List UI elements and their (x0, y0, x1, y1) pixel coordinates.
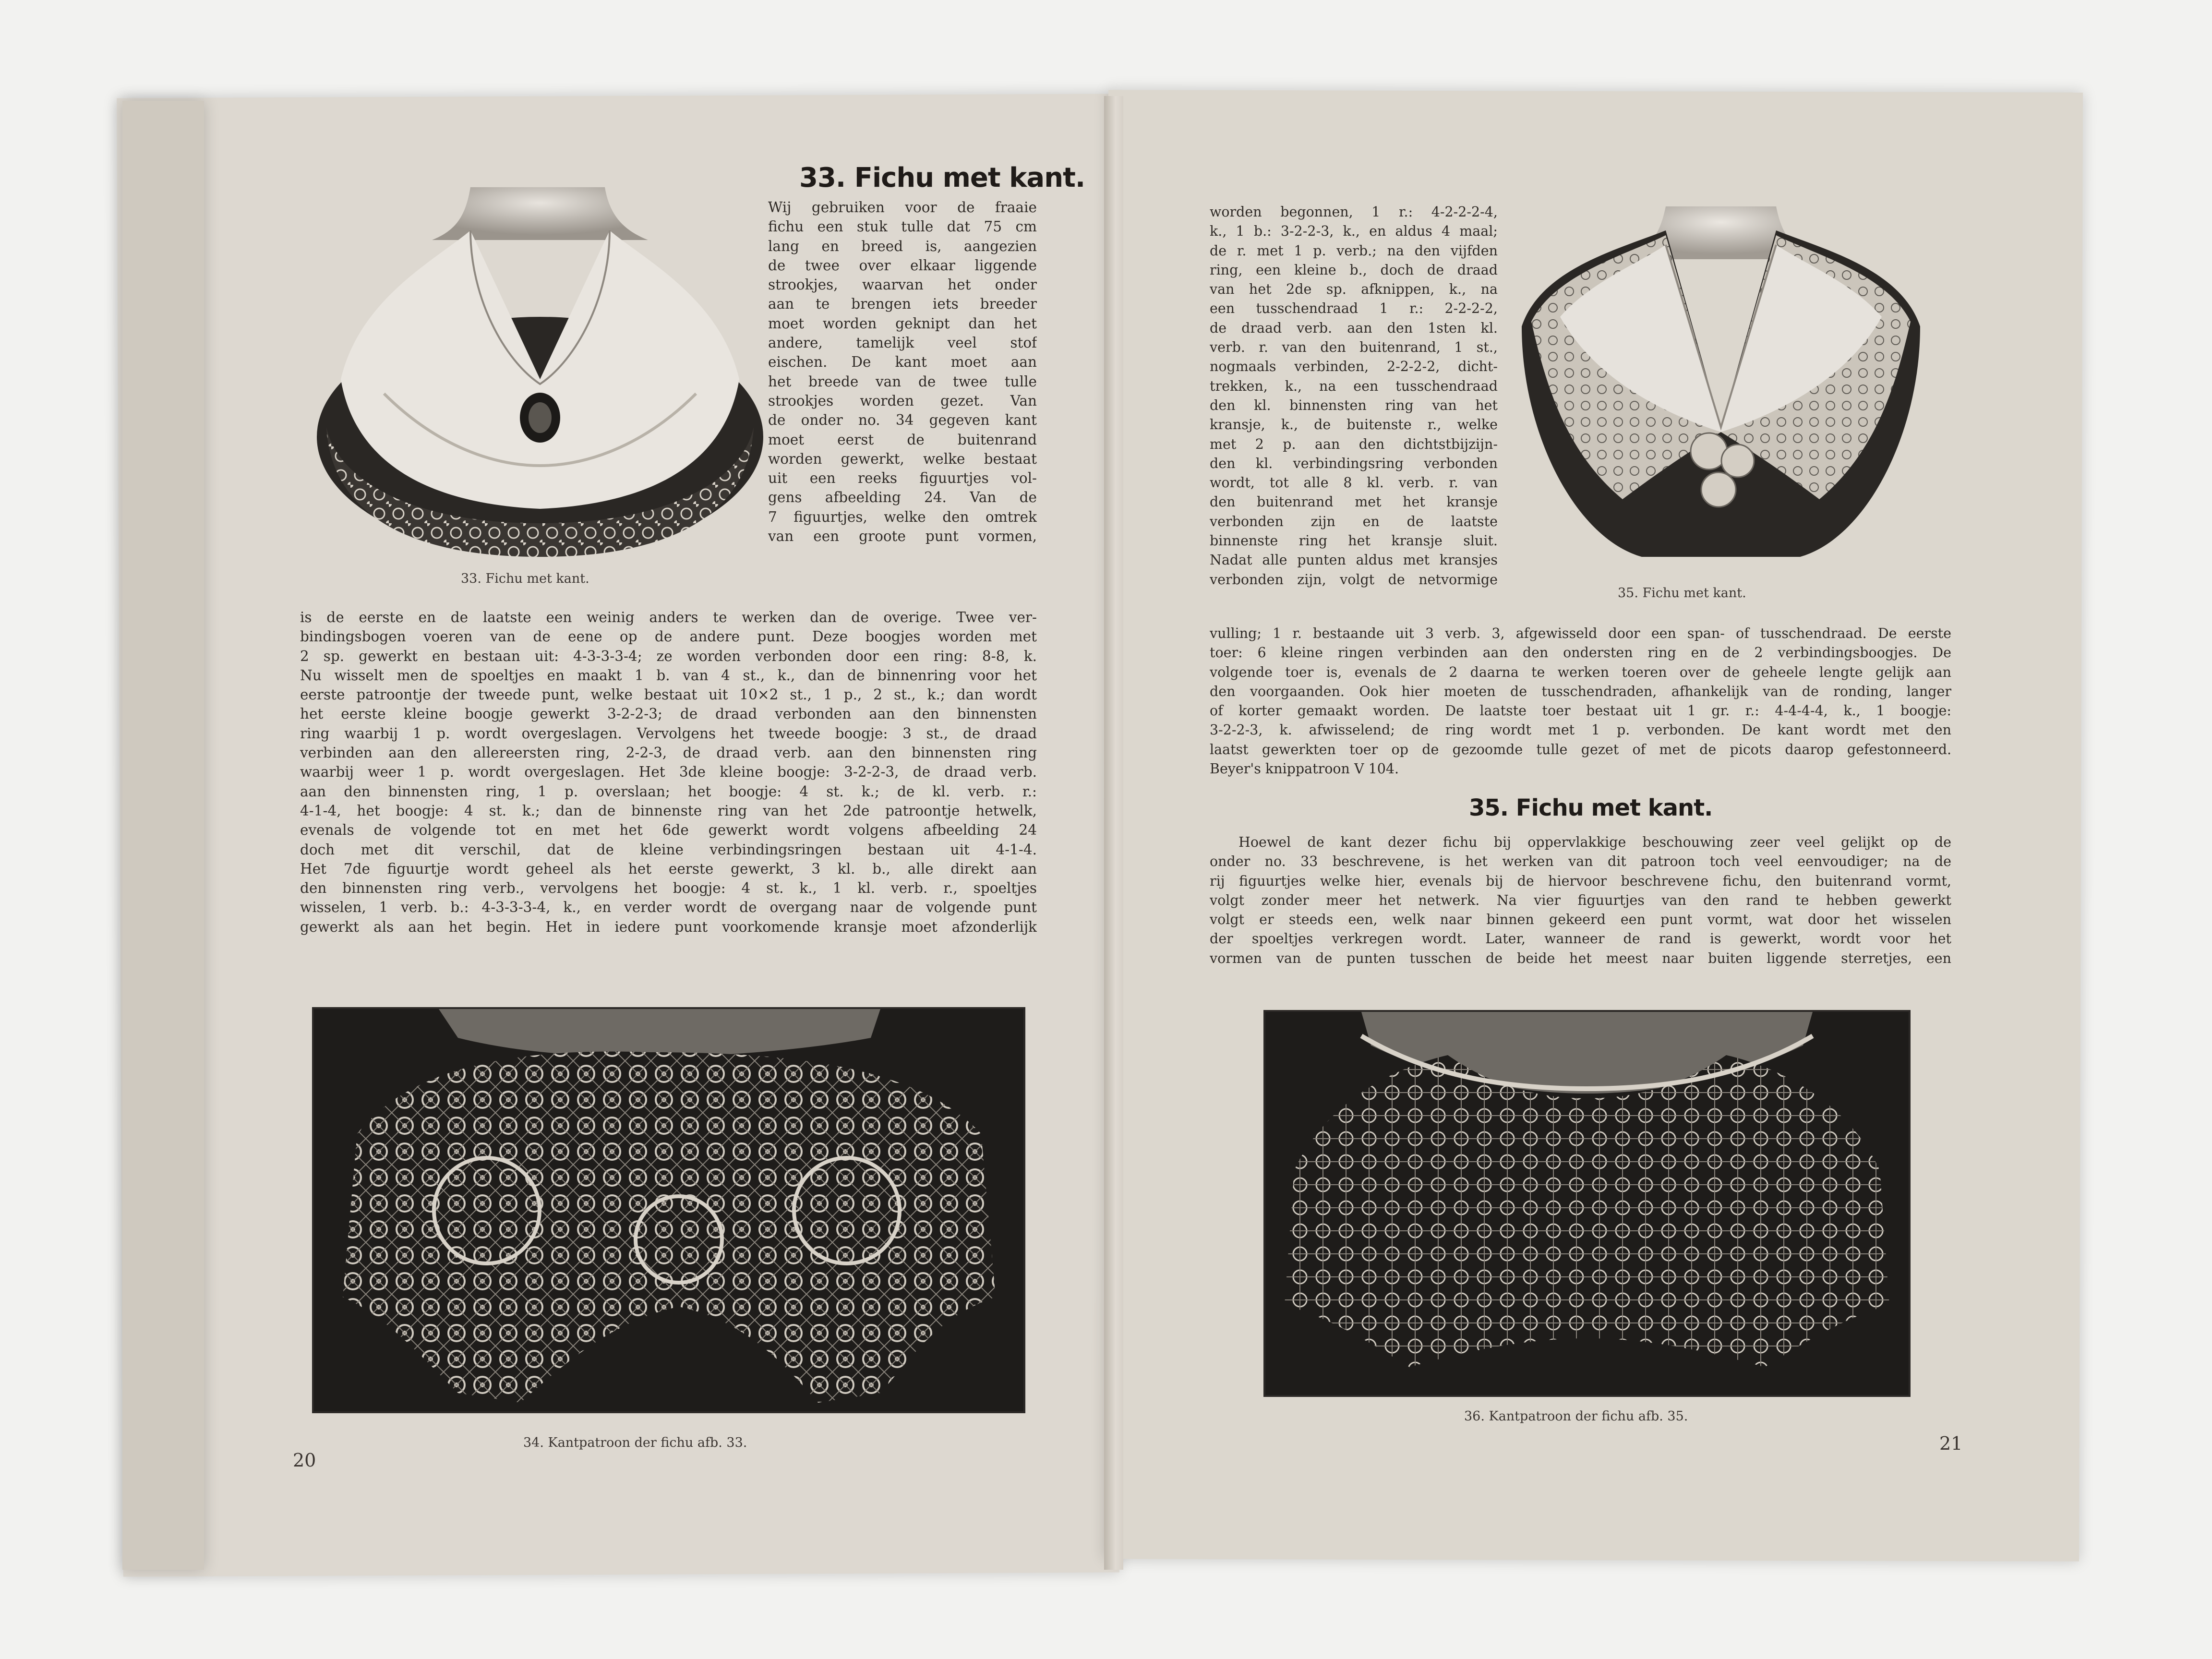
text-line: onder no. 33 beschrevene, is het werken van dit patroon toch veel eenvoudiger; na de (1210, 854, 1951, 870)
text-line: vormen van de punten tusschen de beide het meest naar buiten liggende sterretjes, een (1210, 950, 1951, 966)
text-line: doch met dit verschil, dat de kleine verbindingsringen bestaan uit 4-1-4. (300, 841, 1037, 858)
text-line: worden gewerkt, welke bestaat (768, 450, 1037, 467)
text-line: den buitenrand met het kransje (1210, 494, 1498, 510)
text-line: trekken, k., na een tusschendraad (1210, 378, 1498, 394)
right-second-text (1210, 833, 1951, 968)
text-line: den binnensten ring verb., vervolgens het boogje: 4 st. k., 1 kl. verb. r., spoeltjes (300, 880, 1037, 897)
text-line: aan te brengen iets breeder (768, 296, 1037, 313)
text-line: verbonden zijn en de laatste (1210, 513, 1498, 529)
text-line: gens afbeelding 24. Van de (768, 489, 1037, 506)
text-line: evenals de volgende tot en met het 6de gewerkt wordt volgens afbeelding 24 (300, 822, 1037, 839)
text-line: het eerste kleine boogje gewerkt 3-2-2-3; de draad verbonden aan den binnensten (300, 706, 1037, 722)
fichu-35-illustration (1512, 202, 1930, 566)
fichu-33-illustration (312, 178, 768, 566)
text-line: uit een reeks figuurtjes vol- (768, 470, 1037, 487)
page-number-left: 20 (293, 1450, 316, 1471)
text-line: volgende toer is, evenals de 2 daarna te werken toeren over de geheele lengte gelijk aan (1210, 664, 1951, 680)
text-line: 3-2-2-3, k. afwisselend; de ring wordt met 1 p. verbonden. De kant wordt met den (1210, 722, 1951, 738)
text-line: ring waarbij 1 p. wordt overgeslagen. Vervolgens het tweede boogje: 3 st., de draad (300, 725, 1037, 742)
text-line: kransje, k., de buitenste r., welke (1210, 417, 1498, 433)
left-narrow-column (768, 198, 1037, 546)
text-line: van het 2de sp. afknippen, k., na (1210, 281, 1498, 298)
text-line: der spoeltjes verkregen wordt. Later, wanneer de rand is gewerkt, wordt voor het (1210, 931, 1951, 947)
text-line: ring, een kleine b., doch de draad (1210, 262, 1498, 278)
text-line: moet worden geknipt dan het (768, 315, 1037, 332)
text-line: volgt er steeds een, welk naar binnen gekeerd een punt vormt, wat door het wisselen (1210, 912, 1951, 928)
text-line: den kl. binnensten ring van het (1210, 397, 1498, 413)
text-line: eischen. De kant moet aan (768, 354, 1037, 371)
text-line: strookjes, waarvan het onder (768, 276, 1037, 293)
text-line: toer: 6 kleine ringen verbinden aan den ondersten ring en de 2 verbindingsboogjes. De (1210, 645, 1951, 661)
text-line: volgt zonder meer het netwerk. Na vier figuurtjes van den rand te hebben gewerkt (1210, 892, 1951, 908)
right-narrow-column (1210, 203, 1498, 589)
text-line: de twee over elkaar liggende (768, 257, 1037, 274)
text-line: nogmaals verbinden, 2-2-2-2, dicht- (1210, 359, 1498, 375)
text-line: Het 7de figuurtje wordt geheel als het eerste gewerkt, 3 kl. b., alle direkt aan (300, 860, 1037, 877)
left-full-column (300, 608, 1037, 937)
text-line: wordt, tot alle 8 kl. verb. r. van (1210, 475, 1498, 491)
text-line: eerste patroontje der tweede punt, welke bestaat uit 10×2 st., 1 p., 2 st., k.; dan wordt (300, 686, 1037, 703)
right-full-column (1210, 624, 1951, 779)
text-line: den kl. verbindingsring verbonden (1210, 455, 1498, 471)
text-line: vulling; 1 r. bestaande uit 3 verb. 3, afgewisseld door een span- of tusschendraad. De eerste (1210, 625, 1951, 641)
text-line: 7 figuurtjes, welke den omtrek (768, 508, 1037, 525)
text-line: wisselen, 1 verb. b.: 4-3-3-3-4, k., en verder wordt de overgang naar de volgende punt (300, 899, 1037, 916)
text-line: waarbij weer 1 p. wordt overgeslagen. Het 3de kleine boogje: 3-2-2-3, de draad verb. (300, 764, 1037, 781)
text-line: verbinden aan den allereersten ring, 2-2-3, de draad verb. aan den binnensten ring (300, 745, 1037, 761)
text-line: Nu wisselt men de spoeltjes en maakt 1 b. van 4 st., k., dan de binnenring voor het (300, 667, 1037, 684)
figure-35-caption: 35. Fichu met kant. (1618, 586, 1746, 601)
lace-36-illustration (1265, 1012, 1909, 1395)
lace-36-caption: 36. Kantpatroon der fichu afb. 35. (1464, 1409, 1688, 1424)
text-line: Beyer's knippatroon V 104. (1210, 761, 1399, 777)
text-line: laatst gewerkten toer op de gezoomde tulle gezet of met de picots daarop gefestonneerd. (1210, 741, 1951, 757)
text-line: is de eerste en de laatste een weinig anders te werken dan de overige. Twee ver- (300, 609, 1037, 625)
text-line: moet eerst de buitenrand (768, 431, 1037, 448)
text-line: Wij gebruiken voor de fraaie (768, 199, 1037, 216)
heading-33: 33. Fichu met kant. (799, 162, 1085, 193)
text-line: lang en breed is, aangezien (768, 238, 1037, 254)
text-line: fichu een stuk tulle dat 75 cm (768, 218, 1037, 235)
text-line: den voorgaanden. Ook hier moeten de tusschendraden, afhankelijk van de ronding, langer (1210, 683, 1951, 699)
text-line: de onder no. 34 gegeven kant (768, 412, 1037, 429)
text-line: binnenste ring het kransje sluit. (1210, 533, 1498, 549)
text-line: de r. met 1 p. verb.; na den vijfden (1210, 242, 1498, 259)
page-number-right: 21 (1939, 1433, 1963, 1454)
text-line: met 2 p. aan den dichtstbijzijn- (1210, 436, 1498, 452)
figure-33-caption: 33. Fichu met kant. (461, 571, 589, 586)
text-line: andere, tamelijk veel stof (768, 335, 1037, 351)
text-line: Nadat alle punten aldus met kransjes (1210, 552, 1498, 568)
text-line: strookjes worden gezet. Van (768, 392, 1037, 409)
text-line: gewerkt als aan het begin. Het in iedere punt voorkomende kransje moet afzonderlijk (300, 918, 1037, 935)
text-line: het breede van de twee tulle (768, 373, 1037, 390)
lace-pattern-34-photo (312, 1007, 1025, 1413)
text-line: 2 sp. gewerkt en bestaan uit: 4-3-3-3-4; ze worden verbonden door een ring: 8-8, k. (300, 648, 1037, 664)
text-line: Hoewel de kant dezer fichu bij oppervlakkige beschouwing zeer veel gelijkt op de (1238, 834, 1951, 850)
left-page-edge (122, 101, 204, 1570)
text-line: een tusschendraad 1 r.: 2-2-2-2, (1210, 301, 1498, 317)
text-line: worden begonnen, 1 r.: 4-2-2-2-4, (1210, 204, 1498, 220)
text-line: of korter gemaakt worden. De laatste toer bestaat uit 1 gr. r.: 4-4-4-4, k., 1 boogje: (1210, 703, 1951, 719)
text-line: rij figuurtjes welke hier, evenals bij de hiervoor beschrevene fichu, den buitenrand vormt, (1210, 873, 1951, 889)
text-line: verbonden zijn, volgt de netvormige (1210, 571, 1498, 588)
text-line: bindingsbogen voeren van de eene op de andere punt. Deze boogjes worden met (300, 628, 1037, 645)
text-line: van een groote punt vormen, (768, 528, 1037, 545)
lace-34-caption: 34. Kantpatroon der fichu afb. 33. (523, 1435, 747, 1450)
text-line: k., 1 b.: 3-2-2-3, k., en aldus 4 maal; (1210, 223, 1498, 240)
text-line: verb. r. van den buitenrand, 1 st., (1210, 339, 1498, 356)
text-line: de draad verb. aan den 1sten kl. (1210, 320, 1498, 336)
lace-34-illustration (314, 1009, 1023, 1411)
text-line: 4-1-4, het boogje: 4 st. k.; dan de binnenste ring van het 2de patroontje hetwelk, (300, 802, 1037, 819)
lace-pattern-36-photo (1263, 1010, 1911, 1397)
book-gutter (1104, 96, 1123, 1570)
text-line: aan den binnensten ring, 1 p. overslaan; het boogje: 4 st. k.; de kl. verb. r.: (300, 783, 1037, 800)
heading-35: 35. Fichu met kant. (1469, 794, 1713, 821)
